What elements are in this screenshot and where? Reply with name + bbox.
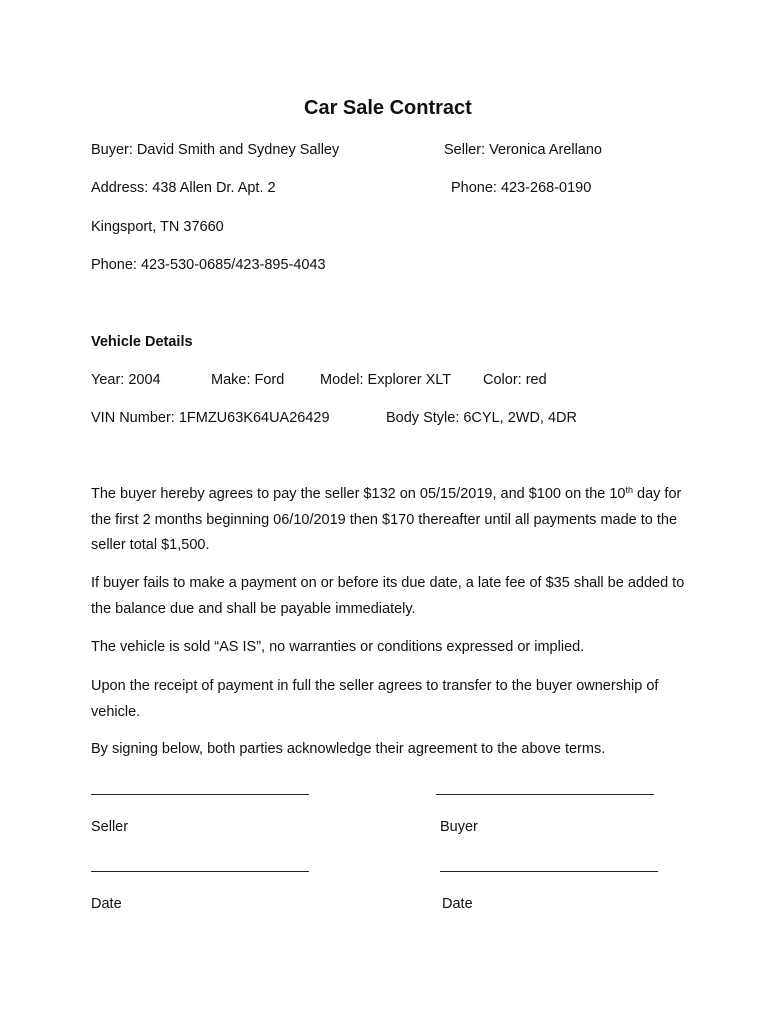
- buyer-date-label: Date: [442, 896, 473, 912]
- vehicle-color: Color: red: [483, 372, 547, 388]
- acknowledge-paragraph: By signing below, both parties acknowledge their agreement to the above terms.: [91, 741, 606, 757]
- buyer-phone: Phone: 423-530-0685/423-895-4043: [91, 257, 326, 273]
- seller-date-line: [91, 871, 309, 872]
- vehicle-body-style: Body Style: 6CYL, 2WD, 4DR: [386, 410, 577, 426]
- vehicle-year: Year: 2004: [91, 372, 161, 388]
- buyer-date-line: [440, 871, 658, 872]
- vehicle-model: Model: Explorer XLT: [320, 372, 452, 388]
- vehicle-details-heading: Vehicle Details: [91, 334, 193, 350]
- seller-name: Seller: Veronica Arellano: [444, 142, 602, 158]
- vehicle-vin: VIN Number: 1FMZU63K64UA26429: [91, 410, 330, 426]
- seller-phone: Phone: 423-268-0190: [451, 180, 592, 196]
- buyer-city: Kingsport, TN 37660: [91, 219, 224, 235]
- buyer-name: Buyer: David Smith and Sydney Salley: [91, 142, 340, 158]
- transfer-paragraph: Upon the receipt of payment in full the seller agrees to transfer to the buyer ownership of vehicle.: [91, 678, 659, 720]
- as-is-paragraph: The vehicle is sold “AS IS”, no warranties or conditions expressed or implied.: [91, 639, 585, 655]
- vehicle-make: Make: Ford: [211, 372, 285, 388]
- buyer-signature-label: Buyer: [440, 819, 478, 835]
- buyer-signature-line: [436, 794, 654, 795]
- payment-terms-part1: The buyer hereby agrees to pay the seller $132 on 05/15/2019, and $100 on the 10: [91, 486, 626, 502]
- seller-signature-label: Seller: [91, 819, 129, 835]
- seller-date-label: Date: [91, 896, 122, 912]
- late-fee-paragraph: If buyer fails to make a payment on or before its due date, a late fee of $35 shall be added to the balance due and shall be payable immediately.: [91, 575, 685, 617]
- payment-terms-part2: day for the first 2 months beginning 06/10/2019 then $170 thereafter until all payments made to the seller total $1,500.: [91, 486, 682, 553]
- seller-signature-line: [91, 794, 309, 795]
- payment-terms-paragraph: [91, 482, 691, 559]
- page-title: Car Sale Contract: [304, 97, 472, 119]
- buyer-address: Address: 438 Allen Dr. Apt. 2: [91, 180, 276, 196]
- payment-terms-ordinal: th: [625, 485, 633, 495]
